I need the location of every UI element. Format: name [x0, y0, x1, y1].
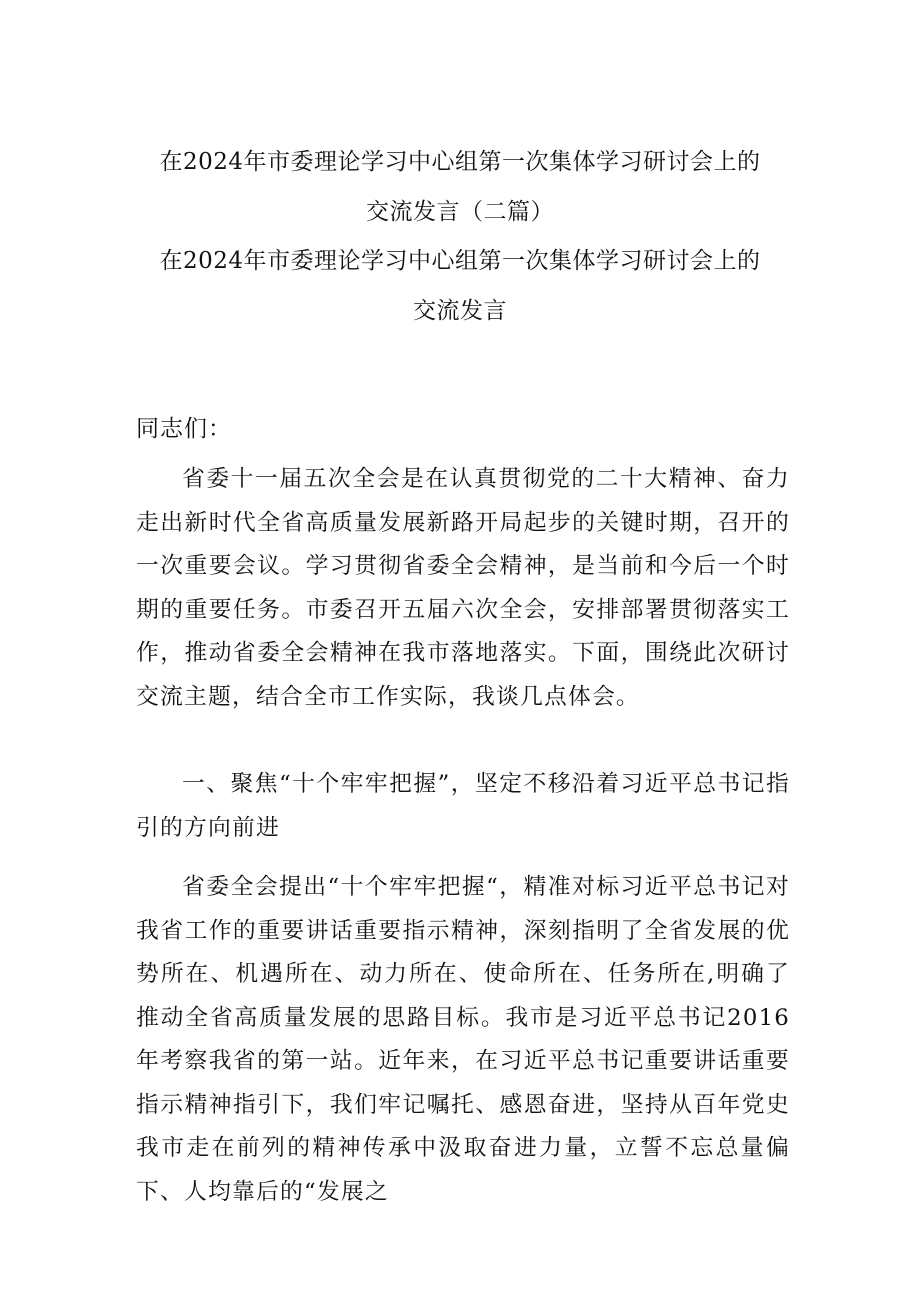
section-heading-1: 一、聚焦“十个牢牢把握”，坚定不移沿着习近平总书记指引的方向前进	[136, 771, 790, 841]
body-paragraph-section-1: 省委全会提出“十个牢牢把握“，精准对标习近平总书记对我省工作的重要讲话重要指示精神，深刻指明了全省发展的优势所在、机遇所在、动力所在、使命所在、任务所在,明确了推动全省高质量发展的思路目标。我市是习近平总书记2016年考察我省的第一站。近年来，在习近平总书记重要讲话重要指示精神指引下，我们牢记嘱托、感恩奋进，坚持从百年党史我市走在前列的精神传承中汲取奋进力量，立誓不忘总量偏下、人均靠后的“发展之	[136, 874, 790, 1205]
speech-title-line-2: 交流发言	[413, 298, 507, 324]
salutation: 同志们：	[136, 416, 232, 442]
speech-title-line-1: 在2024年市委理论学习中心组第一次集体学习研讨会上的	[159, 248, 761, 274]
document-title-line-1: 在2024年市委理论学习中心组第一次集体学习研讨会上的	[159, 149, 761, 175]
document-title-line-2: 交流发言（二篇）	[366, 199, 554, 225]
body-paragraph-intro: 省委十一届五次全会是在认真贯彻党的二十大精神、奋力走出新时代全省高质量发展新路开局起步的关键时期，召开的一次重要会议。学习贯彻省委全会精神，是当前和今后一个时期的重要任务。市委召开五届六次全会，安排部署贯彻落实工作，推动省委全会精神在我市落地落实。下面，围绕此次研讨交流主题，结合全市工作实际，我谈几点体会。	[136, 466, 790, 710]
